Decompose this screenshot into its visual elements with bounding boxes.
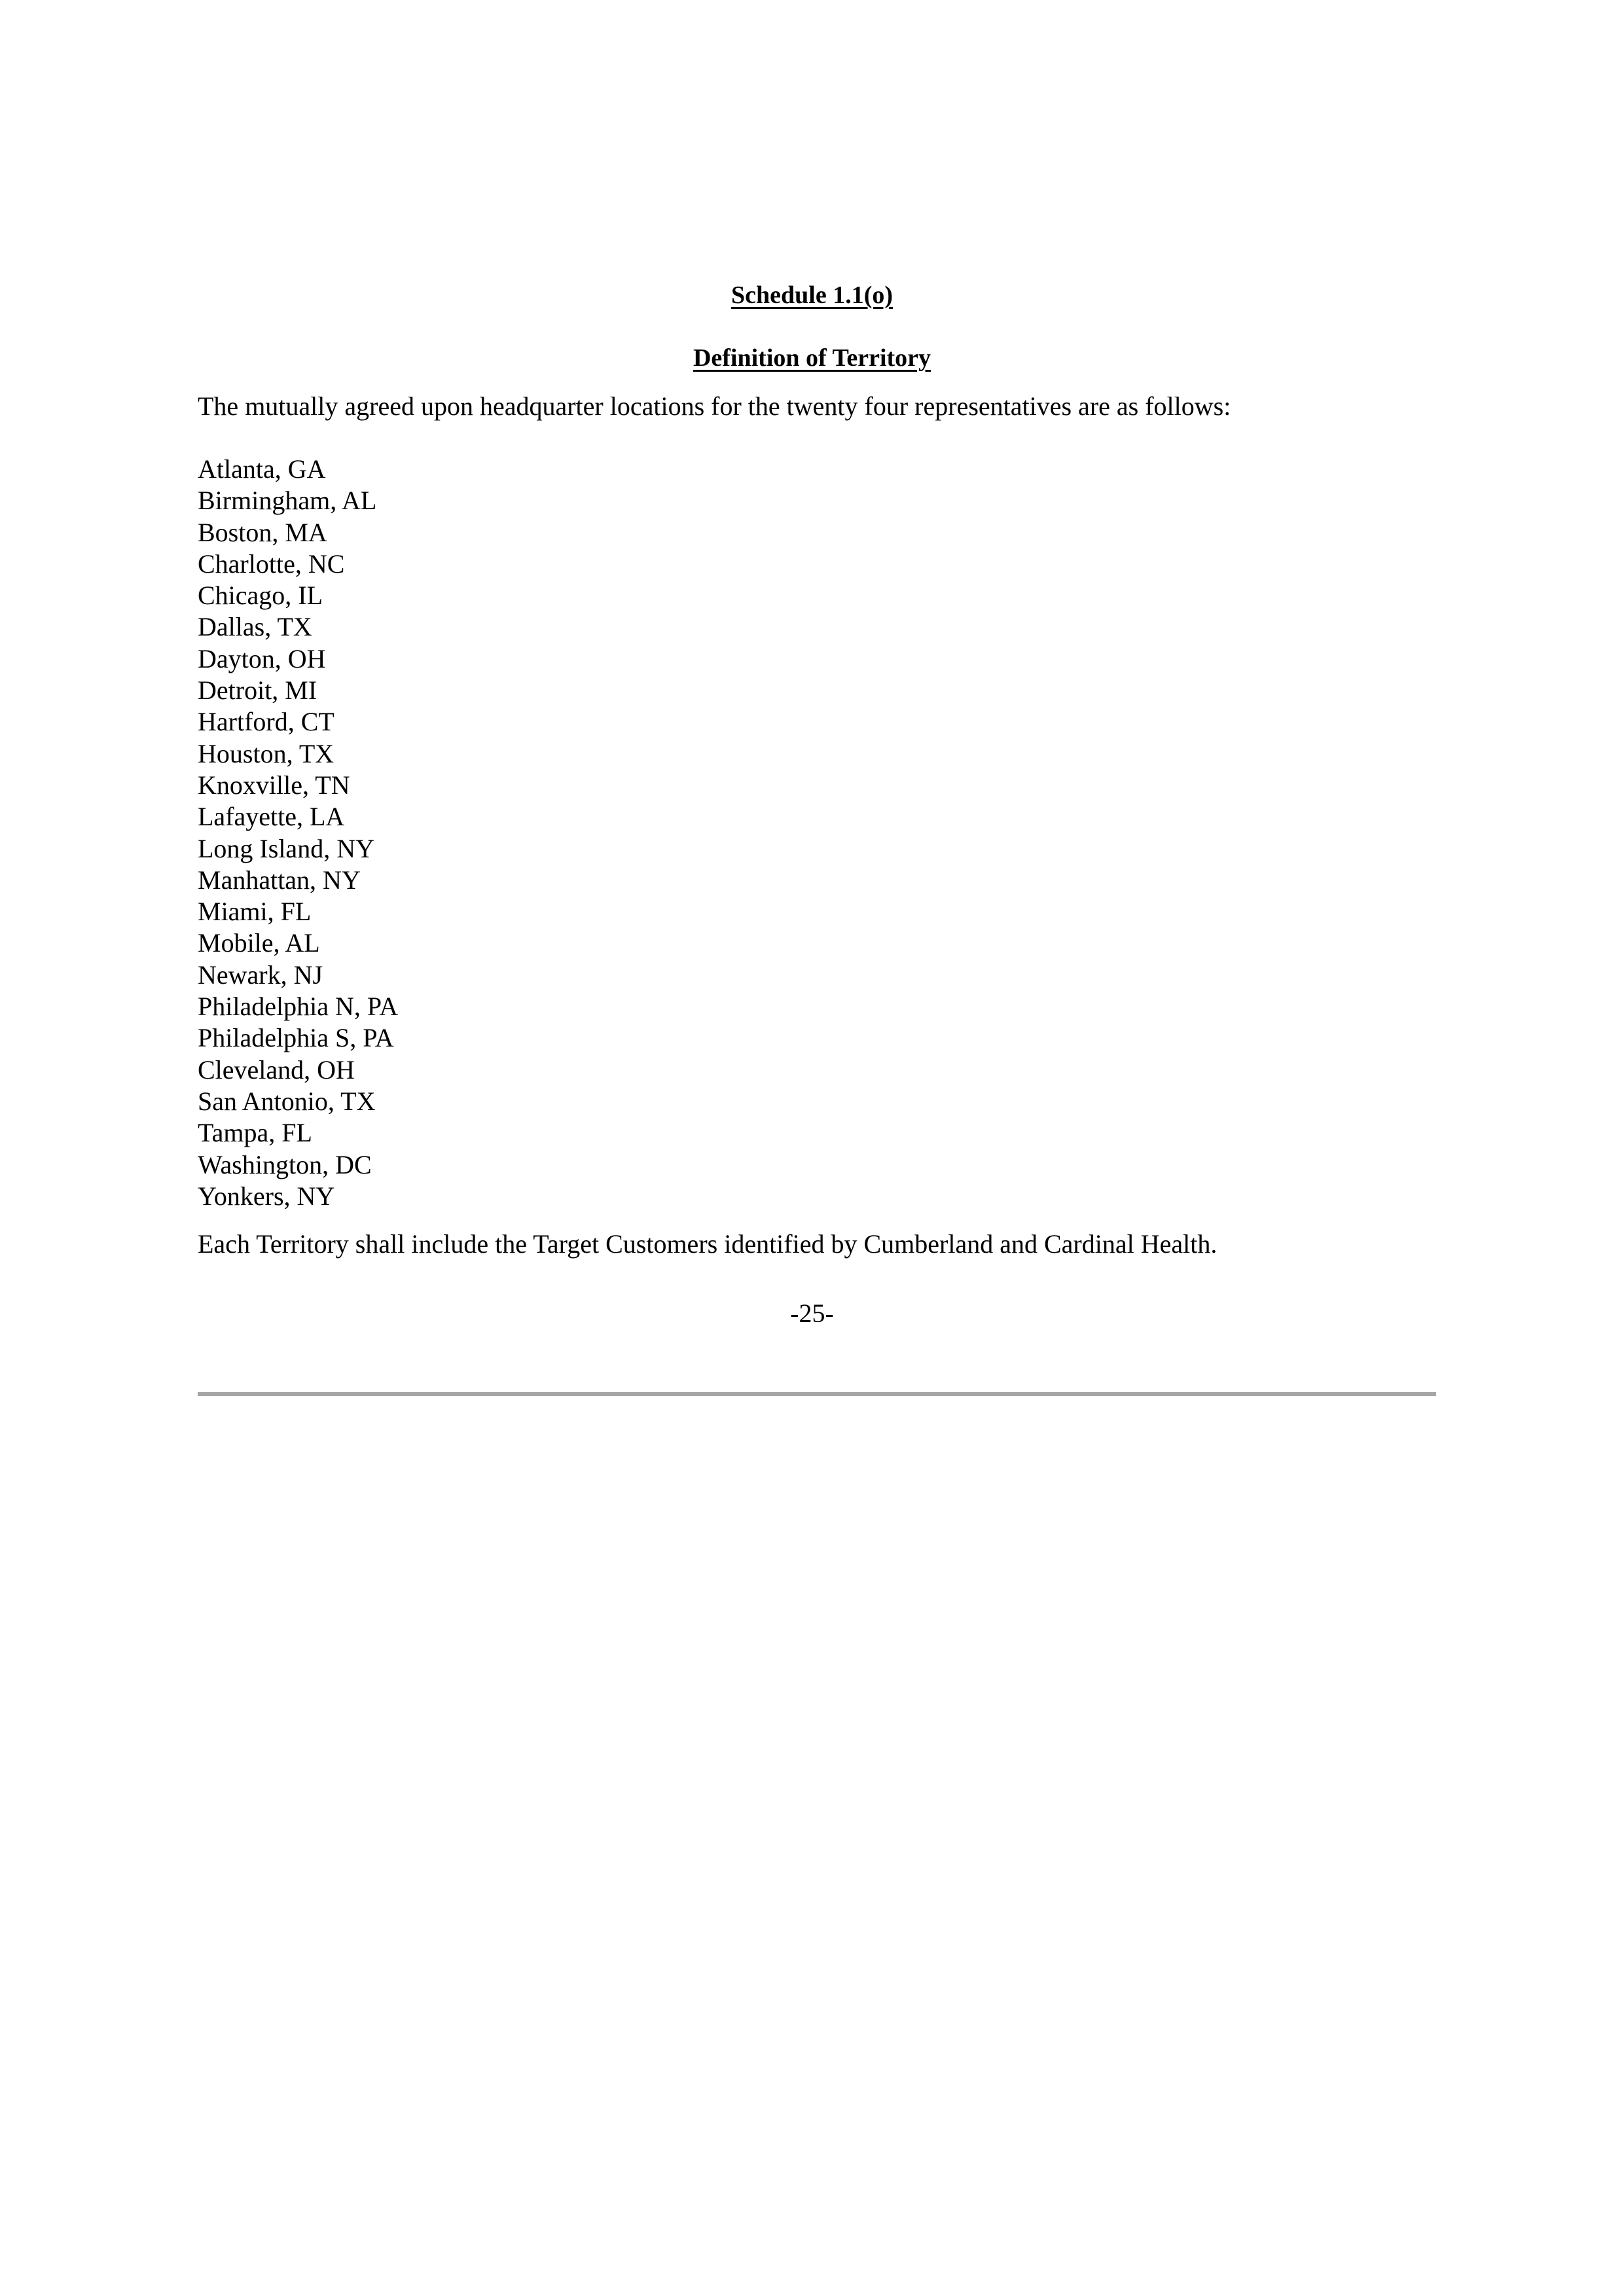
list-item: Newark, NJ <box>198 960 323 990</box>
list-item: Lafayette, LA <box>198 802 345 832</box>
list-item: Philadelphia S, PA <box>198 1023 394 1053</box>
list-item: Dayton, OH <box>198 643 326 673</box>
list-item: Manhattan, NY <box>198 865 361 895</box>
list-item: Atlanta, GA <box>198 454 326 484</box>
section-title: Definition of Territory <box>693 344 931 372</box>
list-item: Chicago, IL <box>198 581 323 611</box>
list-item: Hartford, CT <box>198 707 334 737</box>
list-item: Boston, MA <box>198 517 327 547</box>
list-item: Yonkers, NY <box>198 1181 335 1211</box>
list-item: San Antonio, TX <box>198 1086 376 1116</box>
list-item: Miami, FL <box>198 897 312 927</box>
list-item: Washington, DC <box>198 1149 372 1179</box>
list-item: Tampa, FL <box>198 1118 312 1148</box>
list-item: Houston, TX <box>198 738 334 768</box>
list-item: Charlotte, NC <box>198 548 345 579</box>
list-item: Dallas, TX <box>198 612 312 642</box>
closing-paragraph: Each Territory shall include the Target Customers identified by Cumberland and Cardinal Health. <box>198 1229 1218 1259</box>
list-item: Cleveland, OH <box>198 1054 355 1085</box>
schedule-title: Schedule 1.1(o) <box>731 281 893 309</box>
footer-divider <box>198 1392 1436 1396</box>
list-item: Detroit, MI <box>198 675 317 706</box>
page-number: -25- <box>790 1299 834 1328</box>
list-item: Knoxville, TN <box>198 770 350 800</box>
list-item: Birmingham, AL <box>198 486 377 516</box>
intro-paragraph: The mutually agreed upon headquarter locations for the twenty four representatives are as follows: <box>198 391 1231 421</box>
list-item: Philadelphia N, PA <box>198 992 399 1022</box>
list-item: Mobile, AL <box>198 928 320 958</box>
locations-list <box>198 454 398 1212</box>
list-item: Long Island, NY <box>198 833 374 863</box>
